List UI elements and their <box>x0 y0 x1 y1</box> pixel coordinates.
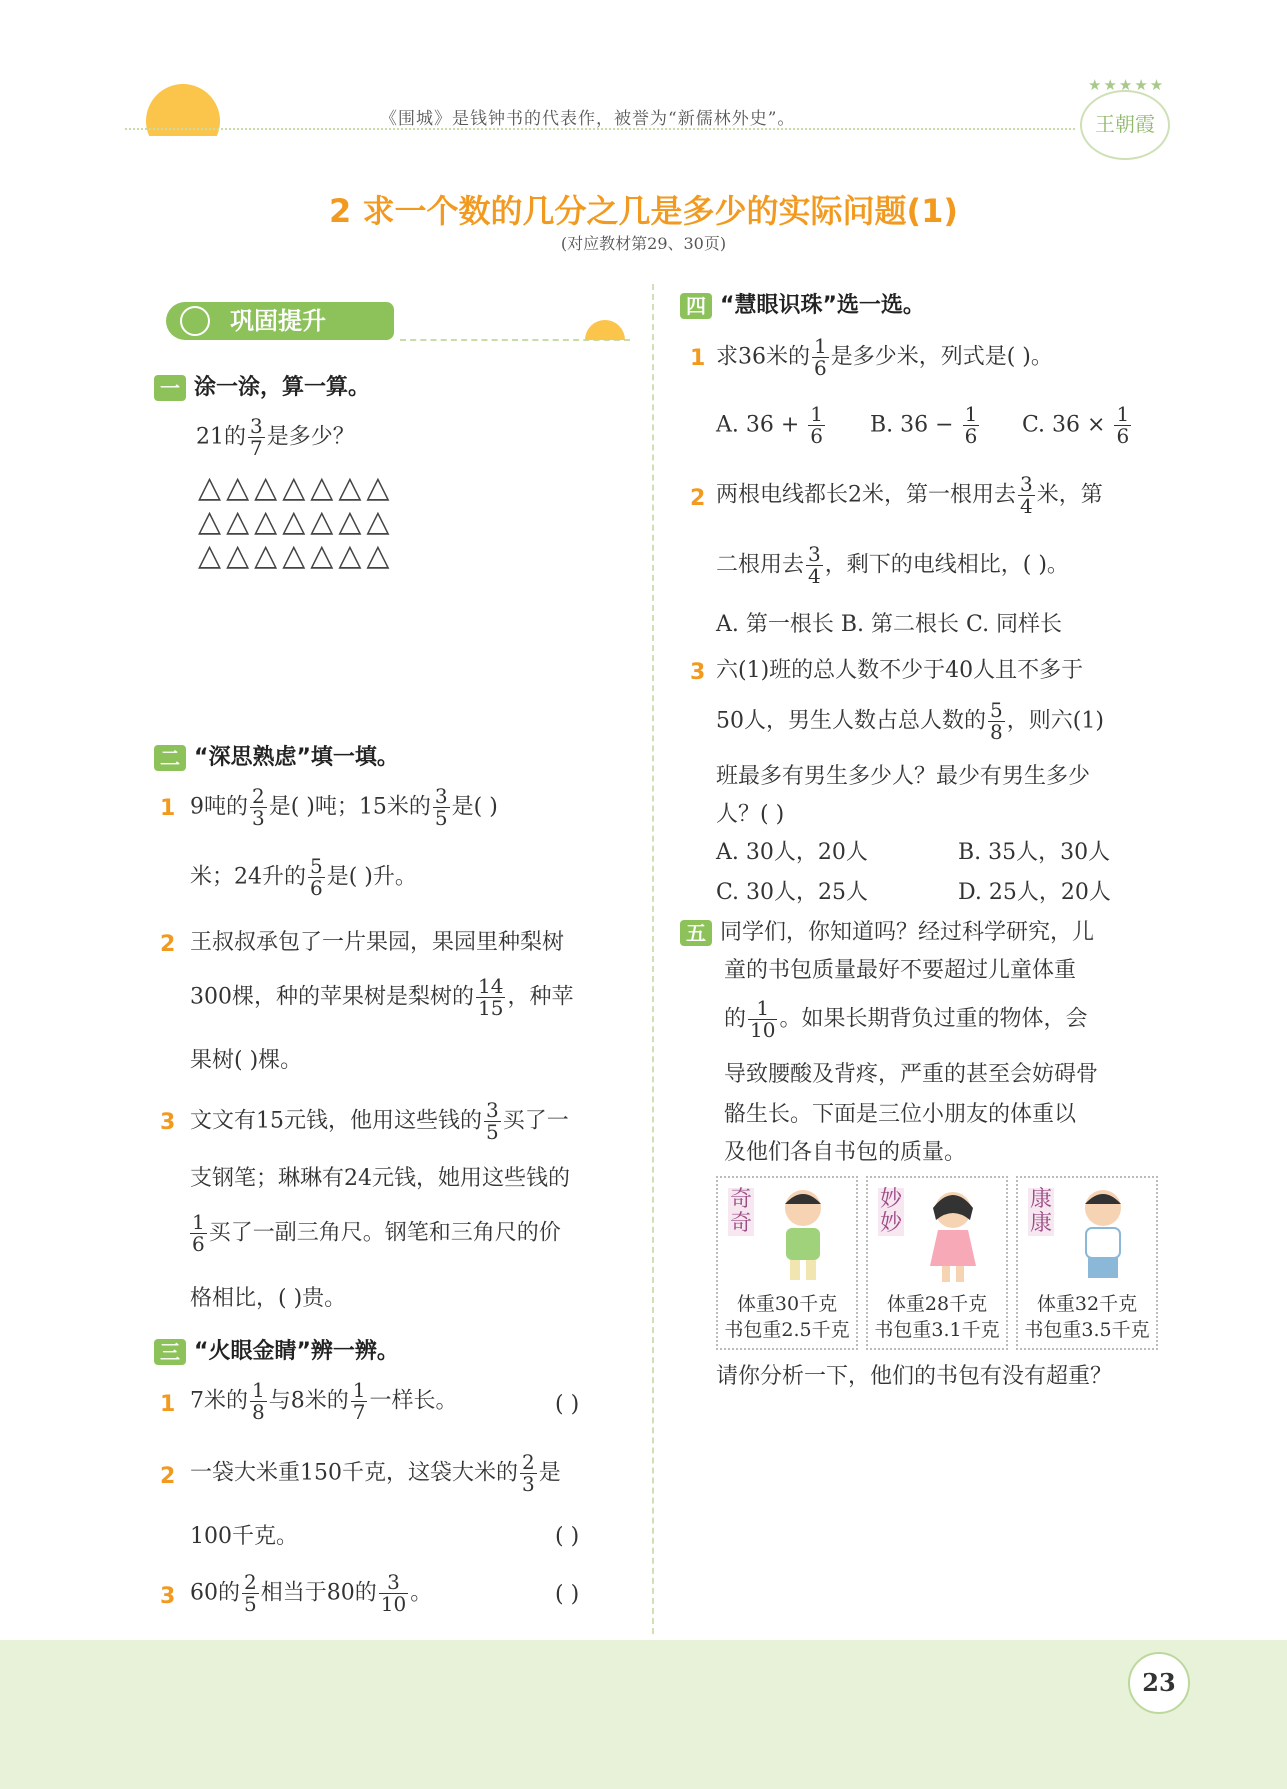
fraction <box>433 786 450 829</box>
section-1-title: 涂一涂，算一算。 <box>194 375 371 400</box>
numerator: 1 <box>814 334 827 358</box>
section-3-badge: 三 <box>154 1339 186 1365</box>
denominator: 7 <box>352 1400 366 1424</box>
numerator: 3 <box>808 542 821 566</box>
text: 的 <box>724 1006 747 1032</box>
section-5-badge: 五 <box>680 920 712 946</box>
s3-q1 <box>190 1380 457 1423</box>
text: 文文有15元钱，他用这些钱的 <box>190 1108 482 1134</box>
text: 买了一副三角尺。钢笔和三角尺的价 <box>208 1220 561 1246</box>
kid-weight: 体重32千克 <box>1036 1293 1138 1315</box>
section-4-title: “慧眼识珠”选一选。 <box>720 293 925 318</box>
kid-card-kangkang <box>1016 1176 1158 1350</box>
section-2-title: “深思熟虑”填一填。 <box>194 745 399 770</box>
page-subtitle: (对应教材第29、30页) <box>560 234 727 253</box>
text: 9吨的 <box>190 794 248 820</box>
denominator: 6 <box>814 356 827 380</box>
s4-q1-option-a[interactable] <box>716 404 827 447</box>
text: 同学们，你知道吗？经过科学研究，儿 <box>720 920 1095 945</box>
text: 两根电线都长2米，第一根用去 <box>716 482 1016 508</box>
logo-stars: ★★★★★ <box>1088 76 1166 94</box>
denominator: 6 <box>1116 424 1130 448</box>
s2-q2-line1: 王叔叔承包了一片果园，果园里种梨树 <box>190 930 565 955</box>
answer-paren[interactable]: ( ) <box>555 1524 580 1549</box>
text: 。如果长期背负过重的物体，会 <box>779 1006 1088 1032</box>
s5-line4: 导致腰酸及背疼，严重的甚至会妨碍骨 <box>724 1062 1099 1087</box>
fraction <box>1114 404 1131 447</box>
fraction <box>520 1452 537 1495</box>
numerator: 2 <box>522 1450 535 1474</box>
numerator: 2 <box>252 784 265 808</box>
text: ，种苹 <box>507 984 574 1010</box>
denominator: 15 <box>478 996 504 1020</box>
text: 与8米的 <box>268 1388 349 1414</box>
kid-card-qiqi <box>716 1176 858 1350</box>
s4-q2-line2 <box>716 544 1069 587</box>
triangle-row-3[interactable]: △△△△△△△ <box>198 538 395 573</box>
s4-q1 <box>716 336 1053 379</box>
denominator: 10 <box>380 1592 407 1616</box>
section-4-badge: 四 <box>680 293 712 319</box>
question-number: 2 <box>690 486 706 511</box>
fraction <box>963 404 980 447</box>
fraction <box>242 1572 259 1615</box>
denominator: 7 <box>250 436 263 460</box>
fraction <box>484 1100 501 1143</box>
text: 50人，男生人数占总人数的 <box>716 708 986 734</box>
girl-illustration-icon <box>918 1186 988 1286</box>
answer-blank[interactable]: 是( )升。 <box>326 864 417 890</box>
kid-weight: 体重30千克 <box>736 1293 838 1315</box>
fraction <box>308 856 325 899</box>
section-3-title: “火眼金睛”辨一辨。 <box>194 1339 399 1364</box>
s2-q3-line3 <box>188 1212 561 1255</box>
column-divider <box>652 284 654 1634</box>
fraction <box>812 336 829 379</box>
kid-name: 康康 <box>1029 1187 1052 1237</box>
brand-logo: 王朝霞 <box>1080 90 1170 160</box>
s5-line6: 及他们各自书包的质量。 <box>724 1140 967 1165</box>
text: 米，第 <box>1036 482 1103 508</box>
numerator: 3 <box>379 1572 408 1594</box>
question-number: 3 <box>690 660 706 685</box>
text: 一样长。 <box>369 1388 458 1414</box>
s2-q1-line2 <box>190 856 417 899</box>
numerator: 1 <box>964 402 978 426</box>
s4-q2-line1 <box>716 474 1103 517</box>
denominator: 4 <box>1020 494 1033 518</box>
s4-q1-option-c[interactable] <box>1022 404 1133 447</box>
numerator: 1 <box>192 1210 205 1234</box>
denominator: 4 <box>808 564 821 588</box>
triangle-row-1[interactable]: △△△△△△△ <box>198 470 395 505</box>
question-number: 2 <box>160 1464 176 1489</box>
s3-q3 <box>190 1572 432 1615</box>
s4-q3-line1: 六(1)班的总人数不少于40人且不多于 <box>716 658 1084 683</box>
denominator: 6 <box>310 876 323 900</box>
fraction <box>806 544 823 587</box>
s2-q2-line2 <box>190 976 573 1019</box>
s2-q2-line3[interactable]: 果树( )棵。 <box>190 1048 303 1073</box>
s5-question: 请你分析一下，他们的书包有没有超重？ <box>716 1364 1113 1389</box>
s4-q3-line2 <box>716 700 1104 743</box>
section-2-badge: 二 <box>154 745 186 771</box>
text: C. 36 × <box>1022 412 1113 438</box>
numerator: 1 <box>1116 402 1130 426</box>
section-1-heading <box>154 370 370 401</box>
answer-blank[interactable]: 是多少米，列式是( )。 <box>830 344 1053 370</box>
denominator: 6 <box>810 424 824 448</box>
fraction <box>379 1572 408 1615</box>
text: ，则六(1) <box>1006 708 1104 734</box>
text: 21的 <box>196 424 246 450</box>
denominator: 3 <box>522 1472 535 1496</box>
text: 60的 <box>190 1580 240 1606</box>
section-4-heading <box>680 288 925 319</box>
triangle-row-2[interactable]: △△△△△△△ <box>198 504 395 539</box>
s4-q3-option-d[interactable]: D. 25人，20人 <box>958 880 1111 905</box>
s4-q2-options[interactable]: A. 第一根长 B. 第二根长 C. 同样长 <box>716 612 1063 637</box>
s5-line5: 骼生长。下面是三位小朋友的体重以 <box>724 1102 1077 1127</box>
section-1-question <box>196 416 355 459</box>
kid-card-miaomiao <box>866 1176 1008 1350</box>
text: 买了一 <box>502 1108 569 1134</box>
text: 300棵，种的苹果树是梨树的 <box>190 984 474 1010</box>
text: 求36米的 <box>716 344 810 370</box>
kid-bag: 书包重3.1千克 <box>874 1319 1000 1341</box>
text: 米；24升的 <box>190 864 306 890</box>
answer-blank[interactable]: ，剩下的电线相比，( )。 <box>824 552 1069 578</box>
denominator: 5 <box>434 806 448 830</box>
text: 二根用去 <box>716 552 805 578</box>
fraction <box>248 416 265 459</box>
s4-q3-option-a[interactable]: A. 30人，20人 <box>716 840 868 865</box>
kid-bag: 书包重2.5千克 <box>724 1319 850 1341</box>
answer-paren[interactable]: ( ) <box>555 1392 580 1417</box>
s2-q3-line4[interactable]: 格相比，( )贵。 <box>190 1286 347 1311</box>
text: B. 36 − <box>870 412 961 438</box>
section-2-heading <box>154 740 399 771</box>
answer-blank[interactable]: 是( ) <box>451 794 498 820</box>
fraction <box>250 786 267 829</box>
fraction <box>250 1380 267 1423</box>
question-number: 3 <box>160 1110 176 1135</box>
whale-icon <box>180 306 210 336</box>
fraction <box>351 1380 368 1423</box>
denominator: 8 <box>990 720 1003 744</box>
text: 是多少？ <box>266 424 355 450</box>
text: 。 <box>410 1580 433 1606</box>
answer-paren[interactable]: ( ) <box>555 1582 580 1607</box>
denominator: 3 <box>252 806 265 830</box>
text: 一袋大米重150千克，这袋大米的 <box>190 1460 518 1486</box>
question-number: 1 <box>690 346 706 371</box>
numerator: 1 <box>748 998 777 1020</box>
sun-small-icon <box>585 320 625 340</box>
numerator: 1 <box>810 402 824 426</box>
s3-q2-line2: 100千克。 <box>190 1524 298 1549</box>
question-number: 1 <box>160 796 176 821</box>
header-quote: 《围城》是钱钟书的代表作，被誉为“新儒林外史”。 <box>380 109 796 129</box>
fraction <box>190 1212 207 1255</box>
numerator: 3 <box>250 414 263 438</box>
text: 相当于80的 <box>260 1580 377 1606</box>
text: 7米的 <box>190 1388 248 1414</box>
denominator: 8 <box>252 1400 265 1424</box>
fraction <box>748 998 777 1041</box>
numerator: 3 <box>486 1098 499 1122</box>
section-3-heading <box>154 1334 399 1365</box>
s5-line3 <box>724 998 1087 1041</box>
kid-bag: 书包重3.5千克 <box>1024 1319 1150 1341</box>
question-number: 1 <box>160 1392 176 1417</box>
boy-illustration-icon <box>1068 1186 1138 1286</box>
text: A. 36 + <box>716 412 807 438</box>
kid-name: 妙妙 <box>879 1187 902 1237</box>
kid-weight: 体重28千克 <box>886 1293 988 1315</box>
s5-line2: 童的书包质量最好不要超过儿童体重 <box>724 958 1077 983</box>
page-title: 2 求一个数的几分之几是多少的实际问题(1) <box>329 192 958 230</box>
fraction <box>476 976 505 1019</box>
fraction <box>808 404 825 447</box>
section-banner: 巩固提升 <box>166 302 394 340</box>
footer-decoration <box>0 1640 1287 1789</box>
boy-illustration-icon <box>768 1186 838 1286</box>
s4-q1-option-b[interactable] <box>870 404 981 447</box>
denominator: 10 <box>750 1018 776 1042</box>
fraction <box>1018 474 1035 517</box>
s4-q3-option-b[interactable]: B. 35人，30人 <box>958 840 1111 865</box>
denominator: 6 <box>964 424 978 448</box>
s2-q1-line1 <box>190 786 498 829</box>
numerator: 3 <box>1020 472 1033 496</box>
kid-name: 奇奇 <box>729 1187 752 1237</box>
numerator: 5 <box>990 698 1003 722</box>
denominator: 5 <box>244 1592 257 1616</box>
s4-q3-line3: 班最多有男生多少人？最少有男生多少 <box>716 764 1091 789</box>
s5-line1 <box>680 920 1094 946</box>
numerator: 1 <box>352 1378 366 1402</box>
s3-q2-line1 <box>190 1452 561 1495</box>
numerator: 5 <box>310 854 323 878</box>
fraction <box>988 700 1005 743</box>
denominator: 6 <box>192 1232 205 1256</box>
header-divider <box>125 128 1075 130</box>
numerator: 3 <box>434 784 448 808</box>
numerator: 14 <box>478 974 504 998</box>
denominator: 5 <box>486 1120 499 1144</box>
question-number: 2 <box>160 932 176 957</box>
page-number: 23 <box>1128 1652 1190 1714</box>
s4-q3-option-c[interactable]: C. 30人，25人 <box>716 880 869 905</box>
section-1-badge: 一 <box>154 375 186 401</box>
s2-q3-line1 <box>190 1100 569 1143</box>
answer-blank[interactable]: 是( )吨；15米的 <box>268 794 431 820</box>
s4-q3-line4[interactable]: 人？( ) <box>716 802 785 827</box>
text: 是 <box>538 1460 561 1486</box>
question-number: 3 <box>160 1584 176 1609</box>
numerator: 2 <box>244 1570 257 1594</box>
s2-q3-line2: 支钢笔；琳琳有24元钱，她用这些钱的 <box>190 1166 570 1191</box>
numerator: 1 <box>252 1378 265 1402</box>
